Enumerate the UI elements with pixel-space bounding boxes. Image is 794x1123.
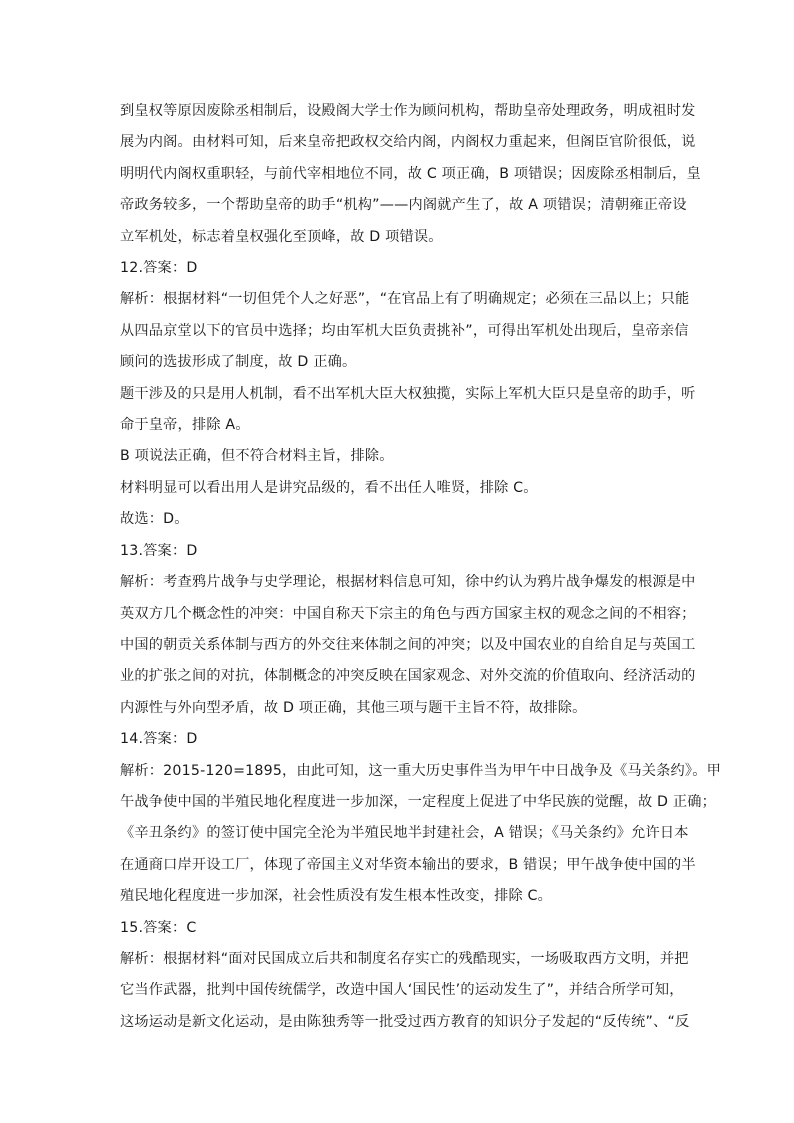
text-line: 殖民地化程度进一步加深，社会性质没有发生根本性改变，排除 C。 bbox=[120, 888, 553, 905]
text-line: 解析：根据材料“面对民国成立后共和制度名存实亡的残酷现实，一场吸取西方文明，并把 bbox=[120, 950, 689, 967]
answer-heading: 14.答案：D bbox=[120, 731, 198, 748]
text-line: 这场运动是新文化运动，是由陈独秀等一批受过西方教育的知识分子发起的“反传统”、“反 bbox=[120, 1013, 690, 1030]
text-line: 展为内阁。由材料可知，后来皇帝把政权交给内阁，内阁权力重起来，但阁臣官阶很低，说 bbox=[120, 134, 696, 151]
text-line: 材料明显可以看出用人是讲究品级的，看不出任人唯贤，排除 C。 bbox=[120, 479, 538, 496]
text-line: 英双方几个概念性的冲突：中国自称天下宗主的角色与西方国家主权的观念之间的不相容； bbox=[120, 605, 696, 622]
answer-heading: 15.答案：C bbox=[120, 919, 197, 936]
text-line: 顾问的选拔形成了制度，故 D 正确。 bbox=[120, 354, 357, 371]
answer-heading: 13.答案：D bbox=[120, 542, 198, 559]
document-body bbox=[120, 96, 721, 1038]
text-line: 立军机处，标志着皇权强化至顶峰，故 D 项错误。 bbox=[120, 228, 443, 245]
text-line: 故选：D。 bbox=[120, 511, 189, 528]
text-line: 它当作武器，批判中国传统儒学，改造中国人‘国民性’的运动发生了”，并结合所学可知， bbox=[120, 982, 684, 999]
text-line: 在通商口岸开设工厂，体现了帝国主义对华资本输出的要求，B 错误；甲午战争使中国的半 bbox=[120, 856, 696, 873]
answer-heading: 12.答案：D bbox=[120, 260, 198, 277]
text-line: 内源性与外向型矛盾，故 D 项正确，其他三项与题干主旨不符，故排除。 bbox=[120, 699, 587, 716]
text-line: 午战争使中国的半殖民地化程度进一步加深，一定程度上促进了中华民族的觉醒，故 D 正确； bbox=[120, 793, 717, 810]
text-line: 解析：2015-120=1895，由此可知，这一重大历史事件当为甲午中日战争及《马关条约》。甲 bbox=[120, 762, 721, 779]
text-line: 命于皇帝，排除 A。 bbox=[120, 417, 250, 434]
text-line: 从四品京堂以下的官员中选择；均由军机大臣负责挑补”，可得出军机处出现后，皇帝亲信 bbox=[120, 322, 689, 339]
text-line: 业的扩张之间的对抗，体制概念的冲突反映在国家观念、对外交流的价值取向、经济活动的 bbox=[120, 668, 696, 685]
text-line: 解析：考查鸦片战争与史学理论，根据材料信息可知，徐中约认为鸦片战争爆发的根源是中 bbox=[120, 574, 696, 591]
text-line: 帝政务较多，一个帮助皇帝的助手“机构”——内阁就产生了，故 A 项错误；清朝雍正帝设 bbox=[120, 197, 687, 214]
text-line: 到皇权等原因废除丞相制后，设殿阁大学士作为顾问机构，帮助皇帝处理政务，明成祖时发 bbox=[120, 103, 696, 119]
text-line: 解析：根据材料“一切但凭个人之好恶”，“在官品上有了明确规定；必须在三品以上；只能 bbox=[120, 291, 690, 308]
text-line: 题干涉及的只是用人机制，看不出军机大臣大权独揽，实际上军机大臣只是皇帝的助手，听 bbox=[120, 385, 696, 402]
text-line: B 项说法正确，但不符合材料主旨，排除。 bbox=[120, 448, 394, 465]
text-line: 中国的朝贡关系体制与西方的外交往来体制之间的冲突；以及中国农业的自给自足与英国工 bbox=[120, 636, 696, 653]
text-line: 《辛丑条约》的签订使中国完全沦为半殖民地半封建社会，A 错误；《马关条约》允许日本 bbox=[120, 825, 689, 842]
text-line: 明明代内阁权重职轻，与前代宰相地位不同，故 C 项正确，B 项错误；因废除丞相制后，皇 bbox=[120, 165, 701, 182]
